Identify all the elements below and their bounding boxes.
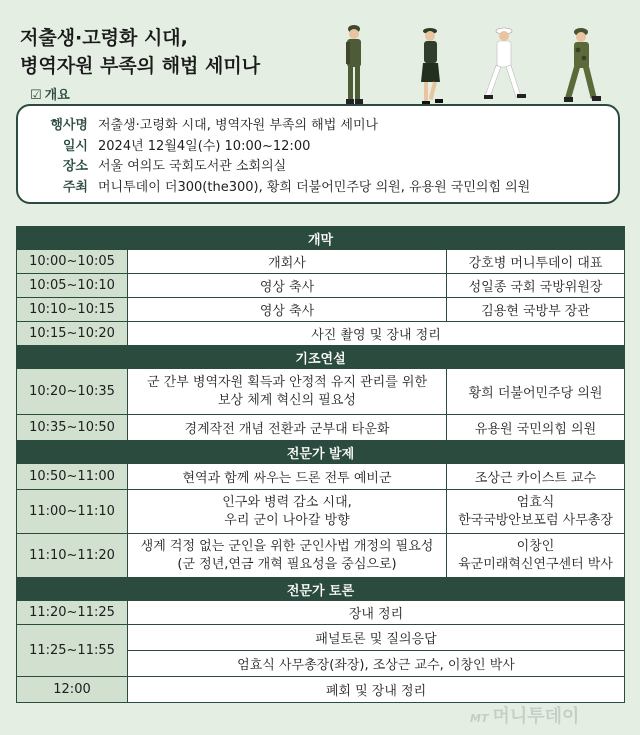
- soldier-figure-4: [564, 28, 601, 102]
- table-row: 11:25~11:55 패널토론 및 질의응답: [17, 625, 625, 651]
- title-line-2: 병역자원 부족의 해법 세미나: [20, 55, 261, 77]
- soldier-figure-1: [346, 25, 363, 104]
- table-row: 10:15~10:20 사진 촬영 및 장내 정리: [17, 322, 625, 346]
- title-line-1: 저출생·고령화 시대,: [20, 27, 188, 49]
- overview-label: ☑ 개요: [30, 88, 70, 103]
- table-row: 10:05~10:10 영상 축사 성일종 국회 국방위원장: [17, 274, 625, 298]
- table-row: 11:10~11:20 생계 걱정 없는 군인을 위한 군인사법 개정의 필요성 (군 정년,연금 개혁 필요성을 중심으로) 이창인 육군미래혁신연구센터 박사: [17, 534, 625, 578]
- section-opening: 개막: [17, 227, 625, 250]
- info-row-venue: 장소 서울 여의도 국회도서관 소회의실: [62, 159, 287, 174]
- section-presentation: 전문가 발제: [17, 441, 625, 464]
- table-row: 12:00 폐회 및 장내 정리: [17, 677, 625, 703]
- overview-box: [16, 104, 620, 204]
- info-row-datetime: 일시 2024년 12월4일(수) 10:00~12:00: [62, 138, 311, 154]
- table-row: 10:50~11:00 현역과 함께 싸우는 드론 전투 예비군 조상근 카이스트 교수: [17, 464, 625, 490]
- section-panel-discussion: 전문가 토론: [17, 578, 625, 601]
- schedule-table: [16, 226, 625, 703]
- soldiers-illustration: [330, 20, 630, 112]
- section-keynote: 기조연설: [17, 346, 625, 369]
- soldier-figure-3: [484, 28, 526, 99]
- page-title: [20, 24, 260, 80]
- info-row-host: 주최 머니투데이 더300(the300), 황희 더불어민주당 의원, 유용원 국민의힘 의원: [62, 179, 531, 195]
- soldier-figure-2: [421, 28, 443, 105]
- info-row-event-name: 행사명 저출생·고령화 시대, 병역자원 부족의 해법 세미나: [50, 118, 379, 133]
- table-row: 10:35~10:50 경계작전 개념 전환과 군부대 타운화 유용원 국민의힘 의원: [17, 415, 625, 441]
- table-row: 10:20~10:35 군 간부 병역자원 획득과 안정적 유지 관리를 위한 보상 체계 혁신의 필요성 황희 더불어민주당 의원: [17, 369, 625, 415]
- watermark-logo: MT 머니투데이: [470, 706, 580, 727]
- checkbox-check-icon: ☑: [30, 88, 42, 103]
- table-row: 11:00~11:10 인구와 병력 감소 시대, 우리 군이 나아갈 방향 엄효식 한국국방안보포럼 사무총장: [17, 490, 625, 534]
- table-row: 10:00~10:05 개회사 강호병 머니투데이 대표: [17, 250, 625, 274]
- table-row: 11:20~11:25 장내 정리: [17, 601, 625, 625]
- table-row: 10:10~10:15 영상 축사 김용현 국방부 장관: [17, 298, 625, 322]
- table-row: 엄효식 사무총장(좌장), 조상근 교수, 이창인 박사: [17, 651, 625, 677]
